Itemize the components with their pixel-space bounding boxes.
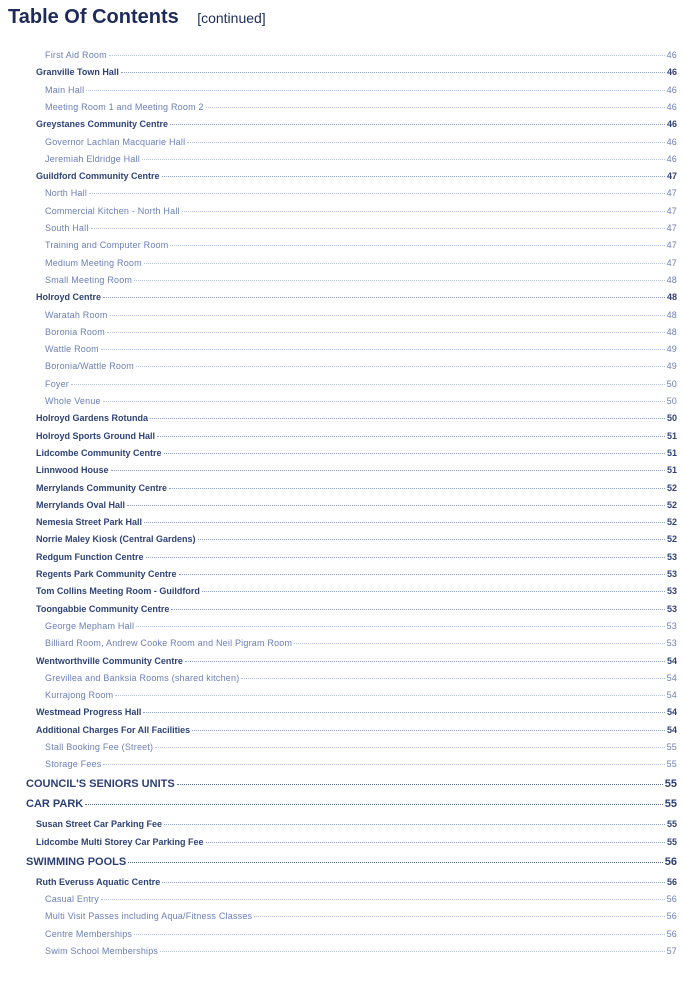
toc-entry-page: 47 xyxy=(666,188,677,199)
toc-entry[interactable] xyxy=(36,517,677,529)
dot-leader xyxy=(103,297,665,298)
dot-leader xyxy=(170,245,664,246)
toc-entry-page: 55 xyxy=(666,759,677,770)
dot-leader xyxy=(134,280,664,281)
toc-entry-page: 52 xyxy=(666,482,677,493)
dot-leader xyxy=(128,862,663,863)
toc-entry-label: Additional Charges For All Facilities xyxy=(36,724,191,735)
dot-leader xyxy=(85,804,663,805)
toc-entry-page: 46 xyxy=(666,101,677,112)
dot-leader xyxy=(177,784,663,785)
dot-leader xyxy=(179,574,665,575)
toc-entry-label: SWIMMING POOLS xyxy=(26,855,127,868)
dot-leader xyxy=(127,505,665,506)
toc-entry-label: Boronia Room xyxy=(45,326,105,337)
toc-entry-label: Holroyd Centre xyxy=(36,292,102,303)
toc-entry-label: Toongabbie Community Centre xyxy=(36,603,170,614)
page-subtitle: [continued] xyxy=(197,10,266,26)
toc-entry[interactable] xyxy=(36,500,677,512)
toc-entry-page: 49 xyxy=(666,344,677,355)
toc-entry-page: 56 xyxy=(666,893,677,904)
toc-entry[interactable] xyxy=(36,171,677,183)
toc-entry-page: 57 xyxy=(666,945,677,956)
dot-leader xyxy=(164,824,665,825)
toc-entry-page: 46 xyxy=(666,84,677,95)
dot-leader xyxy=(206,107,665,108)
toc-entry-page: 47 xyxy=(666,240,677,251)
toc-entry-page: 52 xyxy=(666,534,677,545)
toc-entry-label: Casual Entry xyxy=(45,893,99,904)
toc-entry[interactable] xyxy=(45,206,677,218)
toc-entry-page: 47 xyxy=(666,171,677,182)
toc-entry-label: Governor Lachlan Macquarie Hall xyxy=(45,136,186,147)
toc-entry[interactable] xyxy=(36,534,677,546)
toc-entry-label: Small Meeting Room xyxy=(45,274,133,285)
toc-entry-page: 54 xyxy=(666,707,677,718)
dot-leader xyxy=(187,142,664,143)
toc-entry-label: Training and Computer Room xyxy=(45,240,169,251)
toc-entry-page: 46 xyxy=(666,153,677,164)
toc-entry-page: 46 xyxy=(666,119,677,130)
toc-entry-page: 54 xyxy=(666,690,677,701)
toc-entry-label: Stall Booking Fee (Street) xyxy=(45,742,154,752)
toc-entry-label: Granville Town Hall xyxy=(36,67,119,78)
toc-entry-page: 46 xyxy=(666,50,677,60)
toc-entry-label: Lidcombe Community Centre xyxy=(36,447,162,458)
toc-entry-label: Billiard Room, Andrew Cooke Room and Neil Pigram Room xyxy=(45,638,293,649)
dot-leader xyxy=(241,678,664,679)
toc-entry-label: George Mepham Hall xyxy=(45,620,135,631)
toc-entry-label: North Hall xyxy=(45,188,88,199)
dot-leader xyxy=(71,384,665,385)
toc-entry[interactable] xyxy=(45,361,677,373)
dot-leader xyxy=(134,934,664,935)
toc-entry[interactable] xyxy=(45,240,677,252)
toc-entry[interactable] xyxy=(45,85,677,97)
dot-leader xyxy=(150,418,665,419)
toc-entry-page: 47 xyxy=(666,223,677,233)
toc-entry[interactable] xyxy=(45,759,677,771)
toc-entry[interactable] xyxy=(45,327,677,339)
toc-entry[interactable] xyxy=(36,586,677,598)
dot-leader xyxy=(294,643,664,644)
dot-leader xyxy=(162,176,665,177)
dot-leader xyxy=(103,764,664,765)
toc-entry-page: 48 xyxy=(666,274,677,285)
toc-entry[interactable] xyxy=(26,798,677,812)
toc-entry[interactable] xyxy=(45,894,677,906)
dot-leader xyxy=(164,453,665,454)
toc-entry[interactable] xyxy=(45,673,677,685)
toc-entry[interactable] xyxy=(45,275,677,287)
toc-entry[interactable] xyxy=(36,837,677,849)
toc-entry[interactable] xyxy=(45,742,677,754)
toc-entry[interactable] xyxy=(45,102,677,114)
toc-entry-label: Kurrajong Room xyxy=(45,690,114,701)
toc-entry-page: 51 xyxy=(666,465,677,476)
toc-entry-label: Ruth Everuss Aquatic Centre xyxy=(36,876,161,887)
toc-entry-label: South Hall xyxy=(45,223,89,233)
toc-entry-label: Nemesia Street Park Hall xyxy=(36,517,143,528)
toc-entry-label: Boronia/Wattle Room xyxy=(45,361,135,372)
toc-entry[interactable] xyxy=(36,67,677,79)
toc-entry[interactable] xyxy=(36,448,677,460)
toc-entry-page: 52 xyxy=(666,517,677,528)
toc-entry-label: Jeremiah Eldridge Hall xyxy=(45,153,140,164)
dot-leader xyxy=(202,591,665,592)
toc-entry-label: Storage Fees xyxy=(45,759,102,770)
toc-entry-page: 49 xyxy=(666,361,677,372)
toc-entry-page: 50 xyxy=(666,413,677,424)
toc-entry-label: First Aid Room xyxy=(45,50,107,60)
toc-entry-page: 54 xyxy=(666,672,677,683)
toc-entry-label: Linnwood House xyxy=(36,465,109,476)
dot-leader xyxy=(182,211,665,212)
toc-entry-label: Guildford Community Centre xyxy=(36,171,160,182)
dot-leader xyxy=(101,899,665,900)
toc-entry-page: 51 xyxy=(666,430,677,441)
dot-leader xyxy=(143,712,665,713)
toc-entry[interactable] xyxy=(45,344,677,356)
dot-leader xyxy=(109,55,665,56)
toc-entry-page: 56 xyxy=(666,876,677,887)
dot-leader xyxy=(185,661,665,662)
toc-entry-label: Merrylands Oval Hall xyxy=(36,499,126,510)
dot-leader xyxy=(169,488,665,489)
toc-entry-label: Holroyd Sports Ground Hall xyxy=(36,430,156,441)
dot-leader xyxy=(157,436,665,437)
dot-leader xyxy=(160,951,664,952)
toc-entry-page: 56 xyxy=(666,928,677,939)
dot-leader xyxy=(146,557,665,558)
toc-entry-page: 53 xyxy=(666,603,677,614)
toc-entry-page: 55 xyxy=(664,778,677,791)
toc-entry-page: 53 xyxy=(666,638,677,649)
toc-entry[interactable] xyxy=(45,50,677,62)
toc-entry[interactable] xyxy=(36,725,677,737)
toc-entry-page: 48 xyxy=(666,292,677,303)
toc-entry[interactable] xyxy=(45,137,677,149)
toc-entry-label: Swim School Memberships xyxy=(45,945,159,956)
dot-leader xyxy=(206,842,665,843)
toc-entry[interactable] xyxy=(45,638,677,650)
toc-entry-label: Medium Meeting Room xyxy=(45,257,142,268)
dot-leader xyxy=(155,747,664,748)
toc-entry-label: Wentworthville Community Centre xyxy=(36,655,183,666)
toc-entry[interactable] xyxy=(45,621,677,633)
toc-entry-label: Whole Venue xyxy=(45,396,101,406)
toc-entry-label: Tom Collins Meeting Room - Guildford xyxy=(36,586,200,597)
toc-entry-page: 51 xyxy=(666,447,677,458)
toc-entry-page: 53 xyxy=(666,586,677,597)
toc-entry-page: 56 xyxy=(664,855,677,868)
dot-leader xyxy=(136,626,664,627)
toc-entry-label: Lidcombe Multi Storey Car Parking Fee xyxy=(36,836,204,847)
toc-entry[interactable] xyxy=(45,690,677,702)
toc-entry-page: 46 xyxy=(666,136,677,147)
toc-entry[interactable] xyxy=(36,413,677,425)
toc-entry-page: 50 xyxy=(666,378,677,389)
toc-entry-label: Centre Memberships xyxy=(45,928,133,939)
toc-entry[interactable] xyxy=(36,569,677,581)
page-title: Table Of Contents xyxy=(8,6,179,28)
toc-entry-page: 50 xyxy=(666,396,677,406)
toc-entry-page: 55 xyxy=(666,742,677,752)
toc-entry[interactable] xyxy=(45,946,677,958)
dot-leader xyxy=(103,401,665,402)
toc-entry-page: 48 xyxy=(666,309,677,320)
toc-entry[interactable] xyxy=(36,656,677,668)
toc-entry[interactable] xyxy=(45,310,677,322)
toc-entry-label: COUNCIL'S SENIORS UNITS xyxy=(26,778,175,791)
toc-entry[interactable] xyxy=(26,856,677,870)
toc-entry[interactable] xyxy=(45,188,677,200)
toc-entry-label: Norrie Maley Kiosk (Central Gardens) xyxy=(36,534,196,545)
toc-entry-label: Foyer xyxy=(45,378,70,389)
dot-leader xyxy=(144,263,665,264)
toc-entry-label: Greystanes Community Centre xyxy=(36,119,169,130)
dot-leader xyxy=(170,124,665,125)
toc-entry-label: Redgum Function Centre xyxy=(36,551,144,562)
toc-entry-label: Merrylands Community Centre xyxy=(36,482,168,493)
toc-entry-label: Regents Park Community Centre xyxy=(36,569,177,579)
toc-entry[interactable] xyxy=(36,119,677,131)
dot-leader xyxy=(121,72,665,73)
dot-leader xyxy=(192,730,665,731)
toc-entry[interactable] xyxy=(36,483,677,495)
toc-entry[interactable] xyxy=(45,258,677,270)
dot-leader xyxy=(107,332,665,333)
dot-leader xyxy=(171,609,665,610)
toc-entry-label: Wattle Room xyxy=(45,344,99,355)
toc-entry-page: 55 xyxy=(666,819,677,830)
dot-leader xyxy=(101,349,665,350)
toc-entry-page: 48 xyxy=(666,326,677,337)
toc-entry[interactable] xyxy=(26,778,677,792)
toc-entry-page: 54 xyxy=(666,655,677,666)
toc-entry-label: Main Hall xyxy=(45,84,85,95)
toc-entry[interactable] xyxy=(45,396,677,408)
toc-entry[interactable] xyxy=(45,379,677,391)
toc-entry[interactable] xyxy=(36,552,677,564)
toc-entry-label: Holroyd Gardens Rotunda xyxy=(36,413,149,424)
toc-entry-page: 54 xyxy=(666,724,677,735)
toc-entry-page: 47 xyxy=(666,205,677,216)
toc-entry[interactable] xyxy=(36,292,677,304)
dot-leader xyxy=(91,228,665,229)
toc-entry[interactable] xyxy=(36,877,677,889)
toc-entry[interactable] xyxy=(36,707,677,719)
toc-entry-label: Meeting Room 1 and Meeting Room 2 xyxy=(45,101,204,112)
dot-leader xyxy=(254,916,664,917)
toc-entry[interactable] xyxy=(36,604,677,616)
toc-entry-label: Multi Visit Passes including Aqua/Fitness Classes xyxy=(45,911,253,922)
toc-entry-label: Susan Street Car Parking Fee xyxy=(36,819,163,830)
dot-leader xyxy=(111,470,665,471)
dot-leader xyxy=(198,539,665,540)
dot-leader xyxy=(110,315,665,316)
toc-entry-page: 46 xyxy=(666,67,677,78)
toc-entry[interactable] xyxy=(45,911,677,923)
toc-entry[interactable] xyxy=(45,929,677,941)
toc-entry[interactable] xyxy=(36,431,677,443)
toc-entry-page: 53 xyxy=(666,620,677,631)
toc-entry-label: CAR PARK xyxy=(26,798,84,811)
toc-entry-page: 56 xyxy=(666,911,677,922)
toc-entry-page: 52 xyxy=(666,499,677,510)
toc-entry-page: 55 xyxy=(666,836,677,847)
toc-entry-page: 53 xyxy=(666,551,677,562)
toc-entry[interactable] xyxy=(36,819,677,831)
dot-leader xyxy=(115,695,664,696)
dot-leader xyxy=(89,193,665,194)
dot-leader xyxy=(142,159,665,160)
toc-entry-page: 55 xyxy=(664,798,677,811)
toc-entry-label: Grevillea and Banksia Rooms (shared kitchen) xyxy=(45,672,240,683)
dot-leader xyxy=(144,522,665,523)
dot-leader xyxy=(86,90,664,91)
toc-entry-label: Waratah Room xyxy=(45,309,108,320)
toc-entry[interactable] xyxy=(45,154,677,166)
toc-entry-label: Westmead Progress Hall xyxy=(36,707,142,718)
dot-leader xyxy=(136,366,665,367)
toc-entry-label: Commercial Kitchen - North Hall xyxy=(45,205,180,216)
toc-entry-page: 53 xyxy=(666,569,677,579)
toc-entry-page: 47 xyxy=(666,257,677,268)
toc-entry[interactable] xyxy=(45,223,677,235)
dot-leader xyxy=(162,882,665,883)
toc-entry[interactable] xyxy=(36,465,677,477)
